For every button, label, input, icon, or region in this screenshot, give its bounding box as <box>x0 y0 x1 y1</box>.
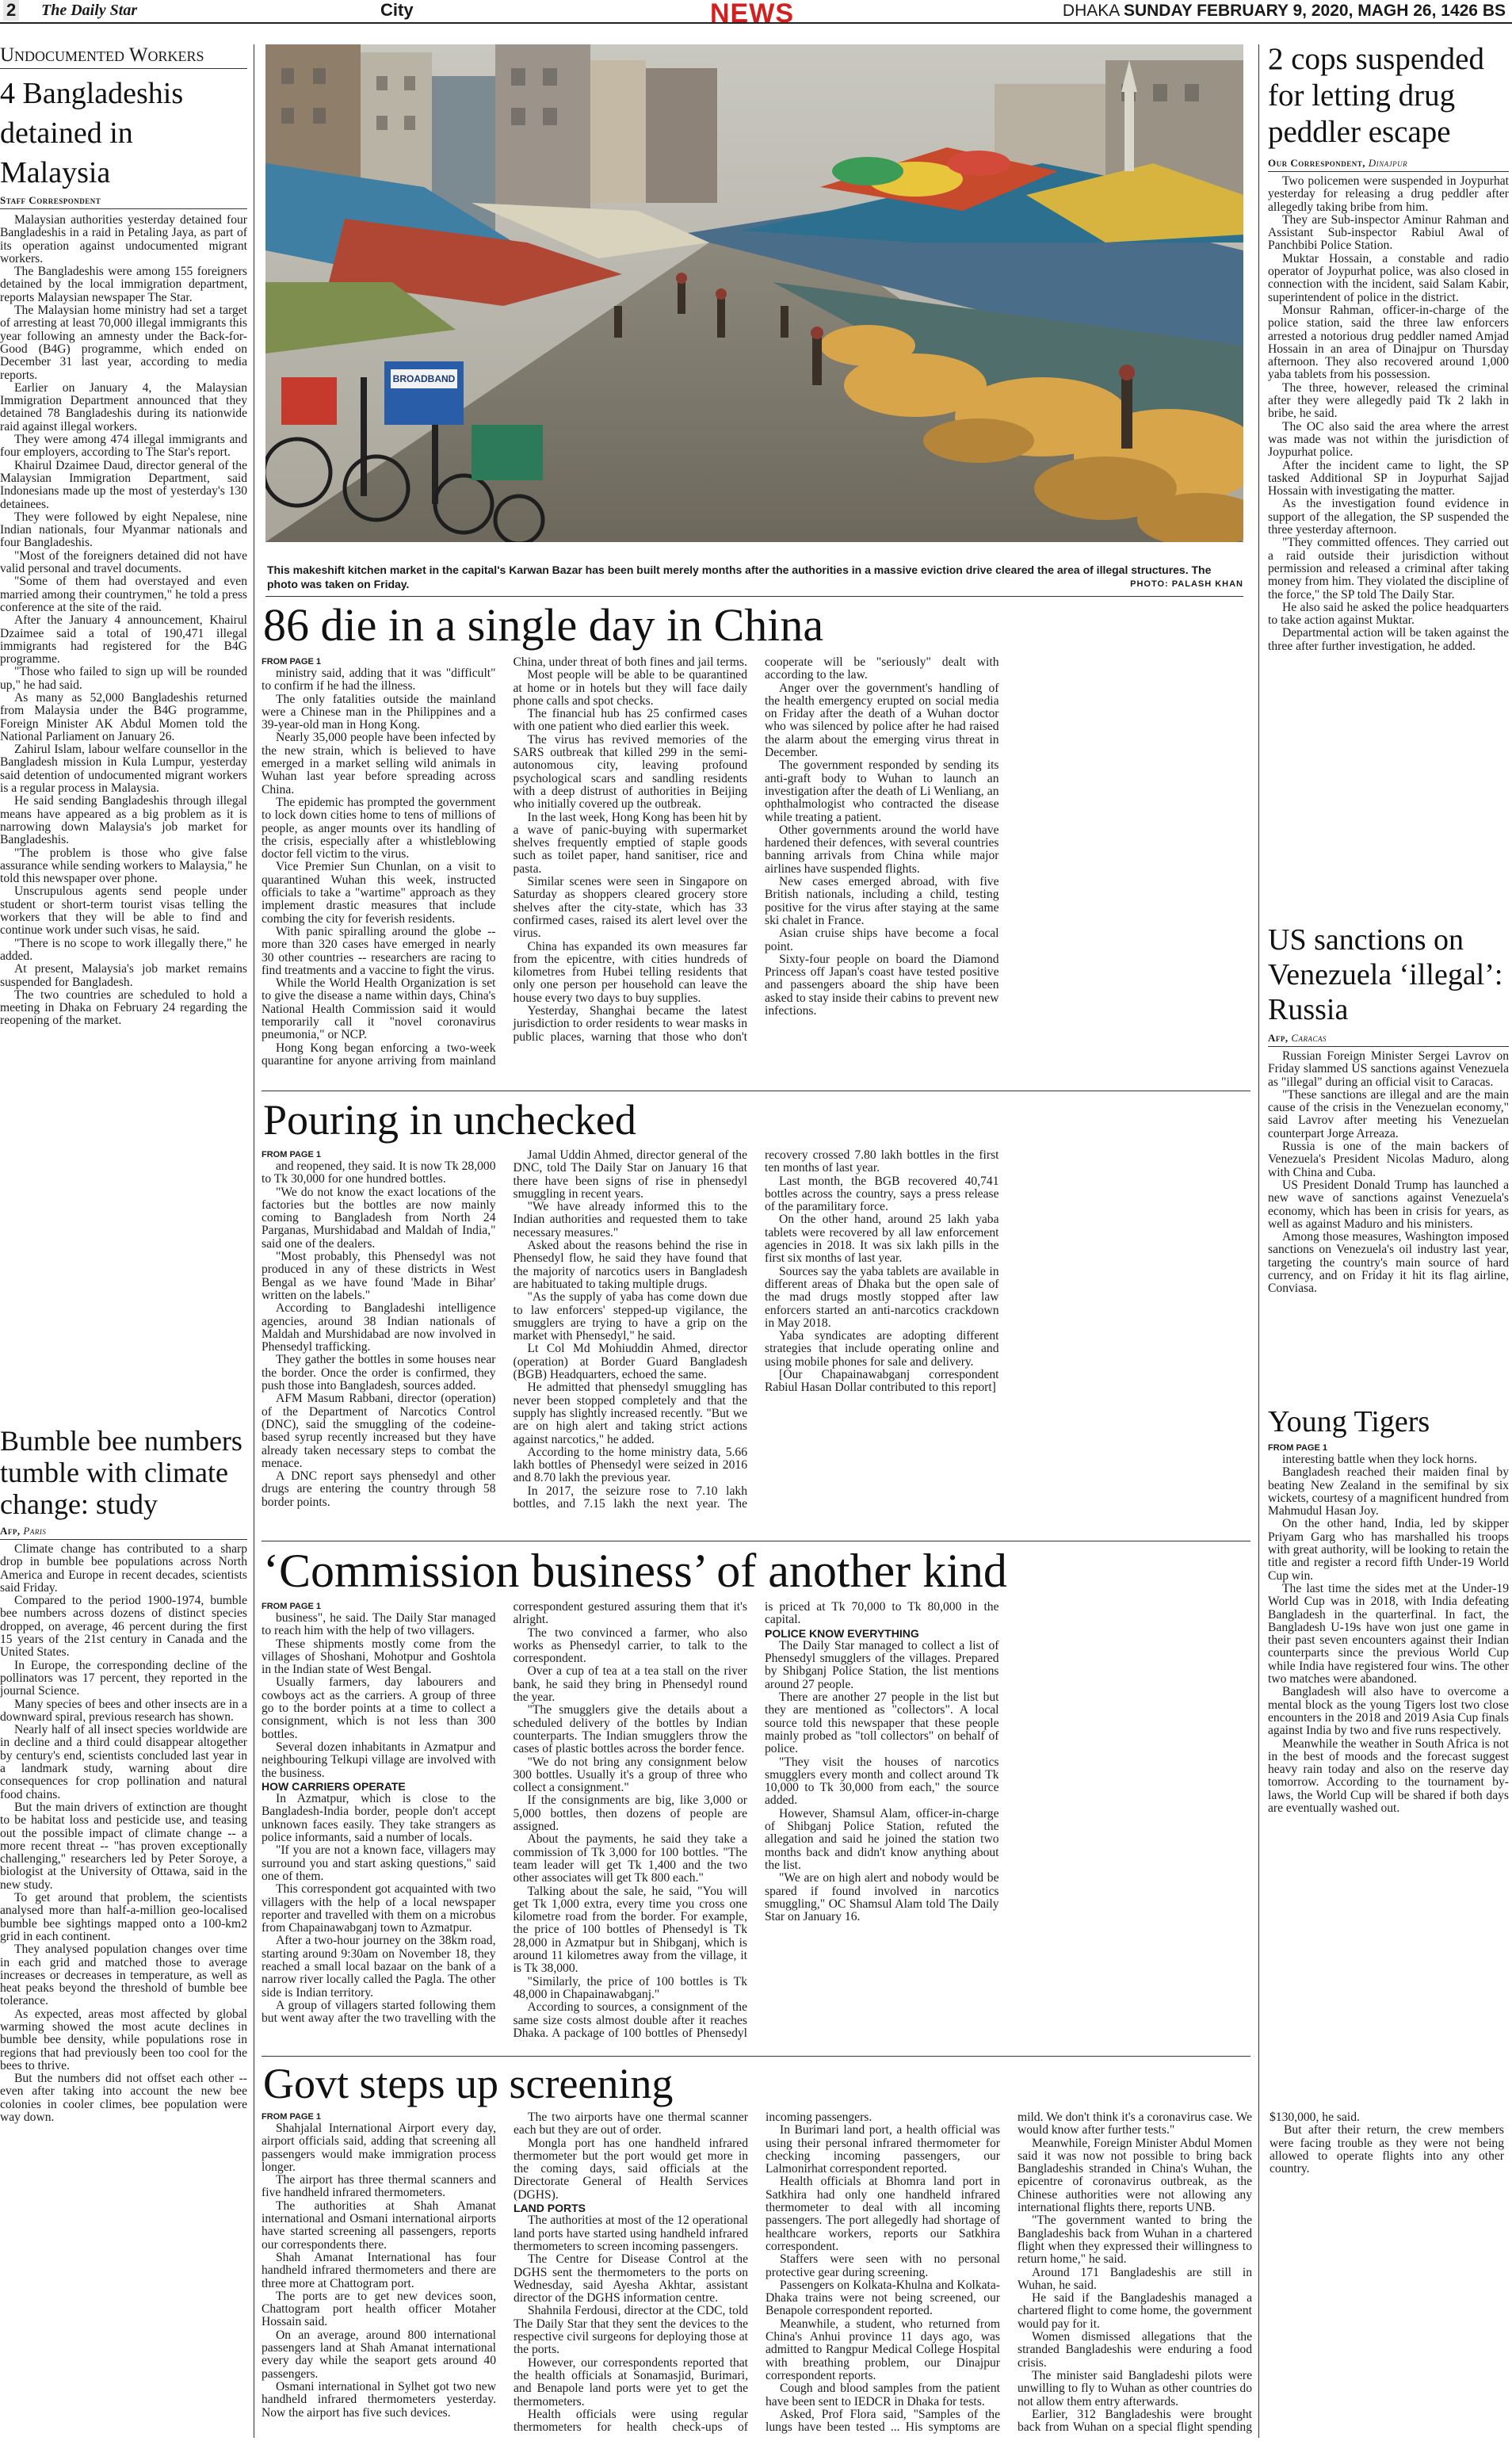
paragraph: While the World Health Organization is set to give the disease a name within days, China's National Health Commission said it would temporarily call it "novel coronavirus pneumonia," or NCP. <box>262 976 496 1042</box>
paragraph: "The problem is those who give false assurance while sending workers to Malaysia," he told this newspaper over phone. <box>0 846 247 886</box>
article-venezuela <box>1268 923 1509 1404</box>
paragraph: Sources say the yaba tablets are available in different areas of Dhaka but the open sale of the mad drugs mostly stopped after law enforcers started an anti-narcotics crackdown in May 2018. <box>765 1264 999 1330</box>
paragraph: Several dozen inhabitants in Azmatpur and neighbouring Telkupi village are involved with the business. <box>262 1740 496 1780</box>
article-headline: Young Tigers <box>1268 1405 1430 1438</box>
article-bumblebee <box>0 1425 247 2438</box>
paragraph: Malaysian authorities yesterday detained four Bangladeshis in a raid in Petaling Jaya, as part of its operation against undocumented migrant workers. <box>0 213 247 265</box>
paragraph: "We do not know the exact locations of the factories but the bottles are now mainly coming to Bangladesh from North 24 Parganas, Murshidabad and Maldah of India," said one of the dealers. <box>262 1185 496 1251</box>
paragraph: He said sending Bangladeshis through illegal means have appeared as a big problem as it is narrowing down Malaysia's job market for Bangladeshis. <box>0 794 247 847</box>
subheading: LAND PORTS <box>514 2202 586 2215</box>
paragraph: Muktar Hossain, a constable and radio operator of Joypurhat police, was also closed in connection with the incident, said Salam Kabir, superintendent of police in the district. <box>1268 251 1509 304</box>
paragraph: The minister said Bangladeshi pilots were unwilling to fly to Wuhan as other countries do not allow them entry afterwards. <box>1018 2368 1252 2409</box>
paragraph: The financial hub has 25 confirmed cases with one patient who died earlier this week. <box>513 707 747 734</box>
paragraph: To get around that problem, the scientists analysed more than half-a-million geo-localised bumble bee sightings mapped onto a 100-km2 grid in each continent. <box>0 1891 247 1943</box>
continued-from: FROM PAGE 1 <box>1268 1443 1327 1453</box>
paragraph: [Our Chapainawabganj correspondent Rabiul Hasan Dollar contributed to this report] <box>765 1368 999 1395</box>
article-headline: 86 die in a single day in China <box>263 601 824 651</box>
paragraph: Most people will be able to be quarantined at home or in hotels but they will face daily phone calls and spot checks. <box>513 668 747 708</box>
paragraph: Meanwhile, Foreign Minister Abdul Momen said it was now not possible to bring back Bangladeshis stranded in China's Wuhan, the epicentre of coronavirus outbreak, as the Chinese authorities were not allowing any international flights there, reports UNB. <box>1018 2136 1252 2215</box>
subheading: POLICE KNOW EVERYTHING <box>765 1626 919 1640</box>
paragraph: "The smugglers give the details about a scheduled delivery of the bottles by Indian counterparts. The Indian smugglers throw the cases of plastic bottles across the border fence. <box>513 1703 747 1756</box>
article-body <box>0 1543 247 2124</box>
article-body <box>262 1601 1250 2049</box>
paragraph: "Those who failed to sign up will be rounded up," he had said. <box>0 665 247 692</box>
article-body <box>0 214 247 1028</box>
paragraph: Staffers were seen with no personal protective gear during screening. <box>766 2252 1000 2279</box>
paragraph: The OC also said the area where the arrest was made was not within the jurisdiction of Joypurhat police. <box>1268 419 1509 460</box>
paragraph: Over a cup of tea at a tea stall on the river bank, he said they bring in Phensedyl round the year. <box>513 1664 747 1705</box>
article-headline: 2 cops suspended for letting drug peddler escape <box>1268 42 1484 149</box>
paragraph: Cough and blood samples from the patient have been sent to IEDCR in Dhaka for tests. <box>766 2382 1000 2409</box>
paragraph: The last time the sides met at the Under-19 World Cup was in 2018, with India defeating Bangladesh in the quarterfinal. In fact, the Bangladesh U-19s have won just one game in their past seven encounters against their Indian counterparts since the previous World Cup while India have registered four wins. The other two matches were abandoned. <box>1268 1581 1509 1687</box>
paragraph: "Similarly, the price of 100 bottles is Tk 48,000 in Chapainawabganj." <box>513 1974 747 2001</box>
article-headline: Pouring in unchecked <box>263 1097 636 1144</box>
paragraph: and reopened, they said. It is now Tk 28,000 to Tk 30,000 for one hundred bottles. <box>262 1159 496 1186</box>
paragraph: The authorities at most of the 12 operational land ports have started using handheld infrared thermometers to screen incoming passengers. <box>514 2214 748 2253</box>
paragraph: Osmani international in Sylhet got two new handheld infrared thermometers yesterday. Now the airport has five such devices. <box>262 2379 496 2420</box>
paragraph: Shahnila Ferdousi, director at the CDC, told The Daily Star that they sent the devices to the respective civil surgeons for deploying those at the ports. <box>514 2304 748 2357</box>
paragraph: On the other hand, India, led by skipper Priyam Garg who has marshalled his troops with great authority, will be looking to retain the title and register a record fifth Under-19 World Cup win. <box>1268 1517 1509 1583</box>
paragraph: They were among 474 illegal immigrants and four employers, according to The Star's report. <box>0 433 247 460</box>
paragraph: The Malaysian home ministry had set a target of arresting at least 70,000 illegal immigrants this year following an amnesty under the Back-for-Good (B4G) programme, which ended on December 31 last year, according to media reports. <box>0 304 247 382</box>
paragraph: Meanwhile the weather in South Africa is not in the best of moods and the forecast suggest heavy rain today and also on the reserve day tomorrow. According to the tournament by-laws, the World Cup will be shared if both days are eventually washed out. <box>1268 1736 1509 1816</box>
paragraph: Bangladesh reached their maiden final by beating New Zealand in the semifinal by six wickets, courtesy of a magnificent hundred from Mahmudul Hasan Joy. <box>1268 1465 1509 1518</box>
paragraph: The airport has three thermal scanners and five handheld infrared thermometers. <box>262 2173 496 2200</box>
article-headline: Bumble bee numbers tumble with climate change: study <box>0 1425 242 1520</box>
paragraph: Jamal Uddin Ahmed, director general of the DNC, told The Daily Star on January 16 that there have been signs of rise in phensedyl smuggling in recent years. <box>513 1148 747 1201</box>
paragraph: interesting battle when they lock horns. <box>1282 1453 1477 1466</box>
paragraph: Mongla port has one handheld infrared thermometer but the port would get more in the coming days, said officials at the Directorate General of Health Services (DGHS). <box>514 2136 748 2202</box>
market-scene-illustration <box>265 44 1243 542</box>
paragraph: Russia is one of the main backers of Venezuela's President Nicolas Maduro, along with China and Cuba. <box>1268 1140 1509 1179</box>
paragraph: Health officials were using regular thermometers for health check-ups of incoming passengers. <box>514 2111 872 2435</box>
city: DHAKA <box>1062 2 1120 20</box>
paragraph: Meanwhile, a student, who returned from China's Anhui province 11 days ago, was admitted to Rangpur Medical College Hospital with breathing problem, our Dinajpur correspondent reports. <box>766 2317 1000 2382</box>
article-headline: ‘Commission business’ of another kind <box>263 1545 1007 1597</box>
byline-dateline: Paris <box>23 1525 47 1537</box>
paragraph: About the payments, he said they take a commission of Tk 3,000 for 100 bottles. "The team leader will get Tk 1,400 and the two other associates will get Tk 800 each." <box>513 1832 747 1885</box>
paragraph: Asked about the reasons behind the rise in Phensedyl flow, he said they have found that the majority of narcotics users in Bangladesh are habituated to taking multiple drugs. <box>513 1239 747 1291</box>
paragraph: If the consignments are big, like 3,000 or 5,000 bottles, then dozens of people are assigned. <box>513 1794 747 1834</box>
article-commission <box>262 1545 1250 2053</box>
paragraph: According to sources, a consignment of the same size costs almost double after it reaches Dhaka. A package of 100 bottles of Phensedyl is priced at Tk 70,000 to Tk 80,000 in the capital. <box>513 1600 999 2040</box>
paragraph: Among those measures, Washington imposed sanctions on Venezuela's oil industry last year, targeting the country's main source of hard currency, and on Friday it hit its flag airline, Conviasa. <box>1268 1230 1509 1296</box>
paragraph: Zahirul Islam, labour welfare counsellor in the Bangladesh mission in Kula Lumpur, yesterday said detention of undocumented migrant workers is a regular process in Malaysia. <box>0 743 247 796</box>
paragraph: As the investigation found evidence in support of the allegation, the SP suspended the three yesterday afternoon. <box>1268 497 1509 537</box>
bangla-date: MAGH 26, 1426 BS <box>1357 2 1506 20</box>
paragraph: Asian cruise ships have become a focal point. <box>765 926 999 953</box>
paragraph: "They visit the houses of narcotics smugglers every month and collect around Tk 10,000 to Tk 30,000 from each," the source added. <box>765 1755 999 1808</box>
paragraph: In Azmatpur, which is close to the Bangladesh-India border, people don't accept unknown faces easily. They take strangers as police informants, said a number of locals. <box>262 1792 496 1845</box>
continued-from: FROM PAGE 1 <box>262 1150 321 1159</box>
continued-from: FROM PAGE 1 <box>262 2112 321 2122</box>
article-byline <box>0 1525 247 1540</box>
byline-agency: Afp, <box>1268 1032 1289 1044</box>
article-cops <box>1268 41 1509 923</box>
paragraph: The three, however, released the criminal after they were allegedly paid Tk 2 lakh in bribe, he said. <box>1268 380 1509 421</box>
paragraph: The two airports have one thermal scanner each but they are out of order. <box>514 2111 748 2137</box>
caption-text: This makeshift kitchen market in the capital's Karwan Bazar has been built merely months after the authorities in a massive eviction drive cleared the area of illegal structures. The photo was taken on Friday. <box>267 563 1212 590</box>
paragraph: Asked, Prof Flora said, "Samples of the lungs have been tested ... His symptoms are mild. We don't think it's a coronavirus case. We would know after further tests." <box>766 2111 1252 2435</box>
paragraph: The only fatalities outside the mainland were a Chinese man in the Philippines and a 39-year-old man in Hong Kong. <box>262 692 496 732</box>
paragraph: "Most probably, this Phensedyl was not produced in any of these districts in West Bengal as we have found 'Made in Bihar' written on the labels." <box>262 1250 496 1302</box>
signboard-text: BROADBAND <box>392 373 456 384</box>
section-rule <box>262 2056 1250 2057</box>
paragraph: The ports are to get new devices soon, Chattogram port health officer Motaher Hossain said. <box>262 2289 496 2329</box>
paragraph: Last month, the BGB recovered 40,741 bottles across the country, says a press release of the paramilitary force. <box>765 1174 999 1214</box>
article-screening <box>262 2061 1504 2439</box>
byline-agency: Afp, <box>0 1525 21 1537</box>
paragraph: But after their return, the crew members were facing trouble as they were not being allowed to operate flights into any other country. <box>1270 2123 1504 2176</box>
paragraph: AFM Masum Rabbani, director (operation) of the Department of Narcotics Control (DNC), said the smuggling of the codeine-based syrup recently increased but they have already taken necessary steps to combat the menace. <box>262 1392 496 1470</box>
byline-dateline: Dinajpur <box>1368 157 1408 169</box>
paragraph: After a two-hour journey on the 38km road, starting around 9:30am on November 18, they reached a small local bazaar on the bank of a narrow river locally called the Pagla. The other side is Indian territory. <box>262 1934 496 2000</box>
paragraph: Passengers on Kolkata-Khulna and Kolkata-Dhaka trains were not being screened, our Benapole correspondent reported. <box>766 2278 1000 2318</box>
paragraph: These shipments mostly come from the villages of Shoshani, Mohotpur and Goshtola in the Indian state of West Bengal. <box>262 1637 496 1677</box>
paragraph: "These sanctions are illegal and are the main cause of the crisis in the Venezuelan economy," said Lavrov after meeting his Venezuelan counterpart Jorge Arreaza. <box>1268 1087 1509 1140</box>
article-china <box>262 601 1250 1087</box>
article-body <box>1268 1050 1509 1296</box>
paragraph: In Burimari land port, a health official was using their personal infrared thermometer for checking incoming passengers, our Lalmonirhat correspondent reported. <box>766 2123 1000 2176</box>
paragraph: The Bangladeshis were among 155 foreigners detained by the local immigration department, reports Malaysian newspaper The Star. <box>0 265 247 304</box>
date: SUNDAY FEBRUARY 9, 2020, <box>1123 2 1354 20</box>
paragraph: China has expanded its own measures far from the epicentre, with cities hundreds of kilometres from Hubei telling residents that only one person per household can leave the house every two days to buy supplies. <box>513 939 747 1005</box>
continued-from: FROM PAGE 1 <box>262 1602 321 1611</box>
paragraph: Talking about the sale, he said, "You will get Tk 1,000 extra, every time you cross one kilometre road from the border. For example, the price of 100 bottles of Phensedyl is Tk 28,000 in Azmatpur but in Shibganj, which is around 11 kilometres away from the village, it is Tk 38,000. <box>513 1884 747 1976</box>
paragraph: According to the home ministry data, 5.66 lakh bottles of Phensedyl were seized in 2016 and 8.70 lakh the previous year. <box>513 1445 747 1485</box>
paragraph: Vice Premier Sun Chunlan, on a visit to quarantined Wuhan this week, instructed officials to take a "wartime" approach as they implement drastic measures that include combing the city for feverish residents. <box>262 860 496 926</box>
paragraph: US President Donald Trump has launched a new wave of sanctions against Venezuela's economy, which has been in crisis for years, as well as against Maduro and his ministers. <box>1268 1178 1509 1231</box>
paragraph: However, Shamsul Alam, officer-in-charge of Shibganj Police Station, refuted the allegation and said he joined the station two months back and didn't know anything about the list. <box>765 1806 999 1872</box>
article-body <box>262 2111 1504 2436</box>
paragraph: After the incident came to light, the SP tasked Additional SP in Joypurhat Sajjad Hossain with investigating the matter. <box>1268 458 1509 499</box>
paragraph: Monsur Rahman, officer-in-charge of the police station, said the three law enforcers arrested a notorious drug peddler named Amjad Hossain in an area of Dinajpur on Thursday afternoon. They also recovered around 1,000 yaba tablets from his possession. <box>1268 303 1509 382</box>
article-body <box>1268 1442 1509 1815</box>
paragraph: Around 171 Bangladeshis are still in Wuhan, he said. <box>1018 2265 1252 2292</box>
paragraph: In 2017, the seizure rose to 7.10 lakh bottles, and 7.15 lakh the next year. The recovery crossed 7.80 lakh bottles in the first ten months of last year. <box>513 1148 999 1511</box>
article-byline: Staff Correspondent <box>0 194 247 209</box>
article-byline <box>1268 157 1509 172</box>
paragraph: Yesterday, Shanghai became the latest jurisdiction to order residents to wear masks in public places, warning that those who don't cooperate will be "seriously" dealt with according to the law. <box>513 655 999 1044</box>
article-kicker: Undocumented Workers <box>0 44 247 69</box>
paragraph: Compared to the period 1900-1974, bumble bee numbers across dozens of distinct species dropped, on average, 46 percent during the first 15 years of the 21st century in Canada and the United States. <box>0 1594 247 1660</box>
paragraph: This correspondent got acquainted with two villagers with the help of a local newspaper reporter and travelled with them on a microbus from Chapainawabganj town to Azmatpur. <box>262 1882 496 1935</box>
section-name: City <box>380 0 414 20</box>
paragraph: The government responded by sending its anti-graft body to Wuhan to launch an investigation after the death of Li Wenliang, an ophthalmologist who contracted the disease while treating a patient. <box>765 758 999 824</box>
paragraph: Unscrupulous agents send people under student or short-term tourist visas telling the workers that they will be able to find and continue work under such visas, he said. <box>0 884 247 938</box>
paragraph: Hong Kong began enforcing a two-week quarantine for anyone arriving from mainland China, under threat of both fines and jail terms. <box>262 655 747 1068</box>
paragraph: Shahjalal International Airport every day, airport officials said, adding that screening all passengers would make immigration process longer. <box>262 2122 496 2174</box>
byline-dateline: Caracas <box>1291 1032 1327 1044</box>
paragraph: On the other hand, around 25 lakh yaba tablets were recovered by all law enforcement agencies in 2018. It was six lakh pills in the first six months of last year. <box>765 1213 999 1266</box>
paragraph: According to Bangladeshi intelligence agencies, around 38 Indian nationals of Maldah and Murshidabad are now involved in Phensedyl trafficking. <box>262 1301 496 1354</box>
paragraph: But the numbers did not offset each other -- even after taking into account the new bee colonies in cooler climes, bee population were way down. <box>0 2072 247 2125</box>
paragraph: Bangladesh will also have to overcome a mental block as the young Tigers lost two close encounters in the 2018 and 2019 Asia Cup finals against India by two and five runs respectively. <box>1268 1685 1509 1738</box>
paragraph: "As the supply of yaba has come down due to law enforcers' stepped-up vigilance, the smugglers are trying to have a grip on the market with Phensedyl," he said. <box>513 1290 747 1343</box>
subheading: HOW CARRIERS OPERATE <box>262 1779 406 1793</box>
paragraph: But the main drivers of extinction are thought to be habitat loss and pesticide use, and teasing out the possible impact of climate change -- a more recent threat -- "has proven exceptionally challenging," researchers led by Peter Soroye, a biologist at the University of Ottawa, said in the new study. <box>0 1800 247 1892</box>
paragraph: Similar scenes were seen in Singapore on Saturday as shoppers cleared grocery store shelves after the city-state, which has 33 confirmed cases, raised its alert level over the virus. <box>513 875 747 941</box>
paragraph: Nearly 35,000 people have been infected by the new strain, which is believed to have emerged in a market selling wild animals in Wuhan last year before spreading across China. <box>262 731 496 796</box>
paragraph: On an average, around 800 international passengers land at Shah Amanat international every day while the seaport gets around 40 passengers. <box>262 2328 496 2381</box>
paragraph: At present, Malaysia's job market remains suspended for Bangladesh. <box>0 962 247 989</box>
article-headline: Govt steps up screening <box>263 2061 674 2107</box>
paragraph: business", he said. The Daily Star managed to reach him with the help of two villagers. <box>262 1611 496 1638</box>
paragraph: Many species of bees and other insects are in a downward spiral, previous research has shown. <box>0 1697 247 1724</box>
page-number: 2 <box>3 0 19 21</box>
masthead <box>0 0 1512 29</box>
paragraph: "We have already informed this to the Indian authorities and requested them to take necessary measures." <box>513 1200 747 1240</box>
paragraph: There are another 27 people in the list but they are mentioned as "collectors". A local source told this newspaper that these people mainly probed as "toll collectors" on behalf of police. <box>765 1690 999 1756</box>
paragraph: They were followed by eight Nepalese, nine Indian nationals, four Myanmar nationals and four Bangladeshis. <box>0 510 247 550</box>
paragraph: He said if the Bangladeshis managed a chartered flight to come home, the government would pay for it. <box>1018 2291 1252 2331</box>
dateline <box>1063 2 1506 21</box>
paragraph: A group of villagers started following them but went away after the two travelling with the correspondent gestured assuring them that it's alright. <box>262 1600 747 2026</box>
paragraph: "Most of the foreigners detained did not have valid personal and travel documents. <box>0 548 247 576</box>
continued-from: FROM PAGE 1 <box>262 657 321 667</box>
paragraph: Russian Foreign Minister Sergei Lavrov on Friday slammed US sanctions against Venezuela as "illegal" during an official visit to Caracas. <box>1268 1049 1509 1089</box>
photo-caption <box>267 563 1243 591</box>
paragraph: In the last week, Hong Kong has been hit by a wave of panic-buying with supermarket shelves frequently emptied of staple goods such as toilet paper, hand sanitiser, rice and pasta. <box>513 810 747 876</box>
paragraph: The epidemic has prompted the government to lock down cities home to tens of millions of people, as anger mounts over its handling of the crisis, especially after a whistleblowing doctor fell victim to the virus. <box>262 795 496 861</box>
paragraph: ministry said, adding that it was "difficult" to confirm if he had the illness. <box>262 667 496 693</box>
article-malaysia <box>0 44 247 1425</box>
article-headline: 4 Bangladeshis detained in Malaysia <box>0 77 184 189</box>
paragraph: Other governments around the world have hardened their defences, with several countries banning arrivals from China while major airlines have suspended flights. <box>765 823 999 876</box>
paragraph: "They committed offences. They carried out a raid outside their jurisdiction without permission and released a criminal after taking money from him. They violated the discipline of the force," the SP told The Daily Star. <box>1268 536 1509 602</box>
paragraph: Khairul Dzaimee Daud, director general of the Malaysian Immigration Department, said Indonesians made up the most of yesterday's 130 detainees. <box>0 458 247 511</box>
paragraph: After the January 4 announcement, Khairul Dzaimee said a total of 190,471 illegal immigrants had registered for the B4G programme. <box>0 613 247 667</box>
paragraph: New cases emerged abroad, with five British nationals, including a child, testing positive for the virus after staying at the same ski chalet in France. <box>765 875 999 927</box>
paragraph: The two convinced a farmer, who also works as Phensedyl carrier, to talk to the correspondent. <box>513 1625 747 1666</box>
paragraph: Climate change has contributed to a sharp drop in bumble bee populations across North America and Europe in recent decades, scientists said Friday. <box>0 1542 247 1595</box>
paragraph: They analysed population changes over time in each grid and matched those to average increases or decreases in temperature, as well as heat peaks beyond the threshold of bumble bee tolerance. <box>0 1942 247 2008</box>
paragraph: "We do not bring any consignment below 300 bottles. Usually it's a group of three who collect a consignment." <box>513 1755 747 1795</box>
paragraph: The two countries are scheduled to hold a meeting in Dhaka on February 24 regarding the reopening of the market. <box>0 987 247 1028</box>
paragraph: Women dismissed allegations that the stranded Bangladeshis were enduring a food crisis. <box>1018 2330 1252 2370</box>
paragraph: Lt Col Md Mohiuddin Ahmed, director (operation) at Border Guard Bangladesh (BGB) Headquarters, echoed the same. <box>513 1342 747 1382</box>
paragraph: Sixty-four people on board the Diamond Princess off Japan's coast have tested positive and passengers aboard the ship have been asked to stay inside their cabins to prevent new infections. <box>765 952 999 1018</box>
paper-logo: The Daily Star <box>41 2 138 19</box>
paragraph: Two policemen were suspended in Joypurhat yesterday for releasing a drug peddler after allegedly taking bribe from him. <box>1268 174 1509 214</box>
paragraph: He admitted that phensedyl smuggling has never been stopped completely and that the supply has slightly increased recently. "But we are on high alert and taking strict actions against narcotics," he added. <box>513 1381 747 1446</box>
paragraph: Anger over the government's handling of the health emergency erupted on social media on Friday after the death of a Wuhan doctor who was silenced by police after he had raised the alarm about the emerging virus threat in December. <box>765 681 999 760</box>
article-body <box>262 656 1250 1068</box>
paragraph: In Europe, the corresponding decline of the pollinators was 17 percent, they reported in the journal Science. <box>0 1658 247 1698</box>
paragraph: As expected, areas most affected by global warming showed the most acute declines in bumble bee density, while populations rose in regions that had previously been too cool for the bees to thrive. <box>0 2007 247 2072</box>
paragraph: Departmental action will be taken against the three after further investigation, he added. <box>1268 626 1509 653</box>
paragraph: With panic spiralling around the globe -- more than 320 cases have emerged in nearly 30 other countries -- researchers are racing to find treatments and a vaccine to fight the virus. <box>262 924 496 977</box>
paragraph: As many as 52,000 Bangladeshis returned from Malaysia under the B4G programme, Foreign Minister AK Abdul Momen told the National Parliament on January 26. <box>0 690 247 743</box>
article-tigers <box>1268 1404 1509 2057</box>
article-byline <box>1268 1032 1509 1047</box>
paragraph: They are Sub-inspector Aminur Rahman and Assistant Sub-inspector Rabiul Awal of Panchbibi Police Station. <box>1268 212 1509 253</box>
paragraph: "The government wanted to bring the Bangladeshis back from Wuhan in a chartered flight when they expressed their willingness to return home," he said. <box>1018 2214 1252 2267</box>
paragraph: Earlier, 312 Bangladeshis were brought back from Wuhan on a special flight spending $130,000, he said. <box>1018 2111 1360 2435</box>
paragraph: Nearly half of all insect species worldwide are in decline and a third could disappear altogether by century's end, scientists concluded last year in a landmark study, warning about dire consequences for crop pollination and natural food chains. <box>0 1723 247 1801</box>
paragraph: "There is no scope to work illegally there," he added. <box>0 936 247 963</box>
paragraph: "Some of them had overstayed and even married among their countrymen," he told a press conference at the site of the raid. <box>0 575 247 614</box>
paragraph: "We are on high alert and nobody would be spared if found involved in narcotics smuggling," OC Shamsul Alam told The Daily Star on January 16. <box>765 1871 999 1924</box>
paragraph: The virus has revived memories of the SARS outbreak that killed 299 in the semi-autonomous city, leaving profound psychological scars and sandling residents with a deep distrust of authorities in Beijing who initially covered up the outbreak. <box>513 732 747 812</box>
article-pouring <box>262 1097 1250 1539</box>
paragraph: The authorities at Shah Amanat international and Osmani international airports have started screening all passengers, reports our correspondents there. <box>262 2198 496 2252</box>
article-body <box>262 1149 1250 1530</box>
paragraph: The Daily Star managed to collect a list of Phensedyl smugglers of the villages. Prepared by Shibganj Police Station, the list mentions around 27 people. <box>765 1638 999 1691</box>
byline-reporter: Our Correspondent, <box>1268 157 1366 169</box>
section-rule <box>265 596 1243 597</box>
article-headline: US sanctions on Venezuela ‘illegal’: Russia <box>1268 923 1503 1026</box>
article-body <box>1268 175 1509 653</box>
paragraph: Yaba syndicates are adopting different strategies that include operating online and using mobile phones for sale and delivery. <box>765 1329 999 1369</box>
paragraph: He also said he asked the police headquarters to take action against Muktar. <box>1268 600 1509 628</box>
paragraph: Shah Amanat International has four handheld infrared thermometers and there are three more at Chattogram port. <box>262 2250 496 2290</box>
category-label: NEWS <box>710 0 794 29</box>
market-photo <box>265 44 1243 542</box>
paragraph: "If you are not a known face, villagers may surround you and start asking questions," said one of them. <box>262 1843 496 1883</box>
paragraph: A DNC report says phensedyl and other drugs are entering the country through 58 border points. <box>262 1469 496 1509</box>
paragraph: Health officials at Bhomra land port in Satkhira had only one handheld infrared thermometer to deal with all incoming passengers. The port allegedly had shortage of healthcare workers, reports our Satkhira correspondent. <box>766 2175 1000 2253</box>
photo-credit: PHOTO: PALASH KHAN <box>1130 579 1243 589</box>
paragraph: Usually farmers, day labourers and cowboys act as the carriers. A group of three go to the border points at a time to collect a consignment, which is not less than 300 bottles. <box>262 1675 496 1741</box>
paragraph: Earlier on January 4, the Malaysian Immigration Department announced that they detained 78 Bangladeshis during its nationwide raid against illegal workers. <box>0 380 247 434</box>
paragraph: They gather the bottles in some houses near the border. Once the order is confirmed, they push those into Bangladesh, sources added. <box>262 1353 496 1393</box>
paragraph: However, our correspondents reported that the health officials at Sonamasjid, Burimari, and Benapole land ports were yet to get the thermometers. <box>514 2355 748 2409</box>
paragraph: The Centre for Disease Control at the DGHS sent the thermometers to the ports on Wednesday, said Ayesha Akhtar, assistant director of the DGHS information centre. <box>514 2252 748 2305</box>
